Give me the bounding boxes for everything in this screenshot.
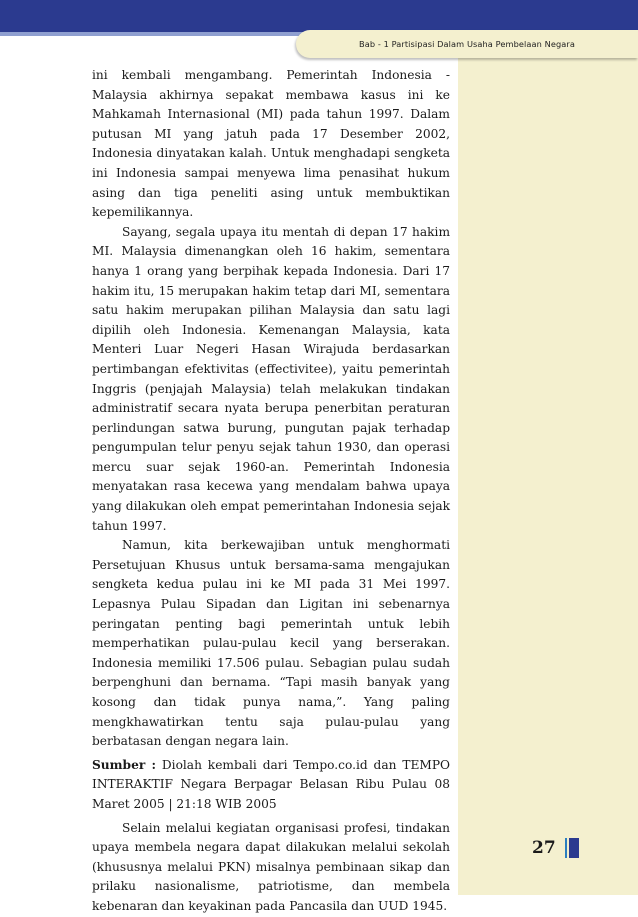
chapter-header <box>296 30 638 58</box>
page-number: 27 <box>532 838 556 858</box>
source-text: Diolah kembali dari Tempo.co.id dan TEMPO INTERAKTIF Negara Berpagar Belasan Ribu Pulau 08 Maret 2005 | 21:18 WIB 2005 <box>92 757 451 811</box>
paragraph-1: ini kembali mengambang. Pemerintah Indonesia - Malaysia akhirnya sepakat membawa kasus ini ke Mahkamah Internasional (MI) pada tahun 1997. Dalam putusan MI yang jatuh pada 17 Desember 2002, Indonesia dinyatakan kalah. Untuk menghadapi sengketa ini Indonesia sampai menyewa lima penasihat hukum asing dan tiga peneliti asing untuk membuktikan kepemilikannya. <box>92 68 450 220</box>
side-panel <box>458 58 638 895</box>
page-marker-thin-bar <box>565 838 567 858</box>
source-label: Sumber : <box>92 757 157 772</box>
chapter-title: Bab - 1 Partisipasi Dalam Usaha Pembelaan Negara <box>359 39 575 49</box>
paragraph-2: Sayang, segala upaya itu mentah di depan 17 hakim MI. Malaysia dimenangkan oleh 16 hakim, sementara hanya 1 orang yang berpihak kepada Indonesia. Dari 17 hakim itu, 15 merupakan hakim tetap dari MI, sementara satu hakim merupakan pilihan Malaysia dan satu lagi dipilih oleh Indonesia. Kemenangan Malaysia, kata Menteri Luar Negeri Hasan Wirajuda berdasarkan pertimbangan efektivitas (effectivitee), yaitu pemerintah Inggris (penjajah Malaysia) telah melakukan tindakan administratif secara nyata berupa penerbitan peraturan perlindungan satwa burung, pungutan pajak terhadap pengumpulan telur penyu sejak tahun 1930, dan operasi mercu suar sejak 1960-an. Pemerintah Indonesia menyatakan rasa kecewa yang mendalam bahwa upaya yang dilakukan oleh empat pemerintahan Indonesia sejak tahun 1997. <box>92 224 450 533</box>
paragraph-3: Namun, kita berkewajiban untuk menghormati Persetujuan Khusus untuk bersama-sama mengajukan sengketa kedua pulau ini ke MI pada 31 Mei 1997. Lepasnya Pulau Sipadan dan Ligitan ini sebenarnya peringatan penting bagi pemerintah untuk lebih memperhatikan pulau-pulau kecil yang berserakan. Indonesia memiliki 17.506 pulau. Sebagian pulau sudah berpenghuni dan bernama. “Tapi masih banyak yang kosong dan tidak punya nama,”. Yang paling mengkhawatirkan tentu saja pulau-pulau yang berbatasan dengan negara lain. <box>92 538 450 749</box>
page-content <box>92 66 450 917</box>
page-marker-thick-bar <box>569 838 579 858</box>
page-marker <box>565 838 579 858</box>
source-citation <box>92 756 450 815</box>
header-bar <box>0 0 638 32</box>
paragraph-4: Selain melalui kegiatan organisasi profesi, tindakan upaya membela negara dapat dilakukan melalui sekolah (khususnya melalui PKN) misalnya pembinaan sikap dan prilaku nasionalisme, patriotisme, dan membela kebenaran dan keyakinan pada Pancasila dan UUD 1945. <box>92 820 450 913</box>
